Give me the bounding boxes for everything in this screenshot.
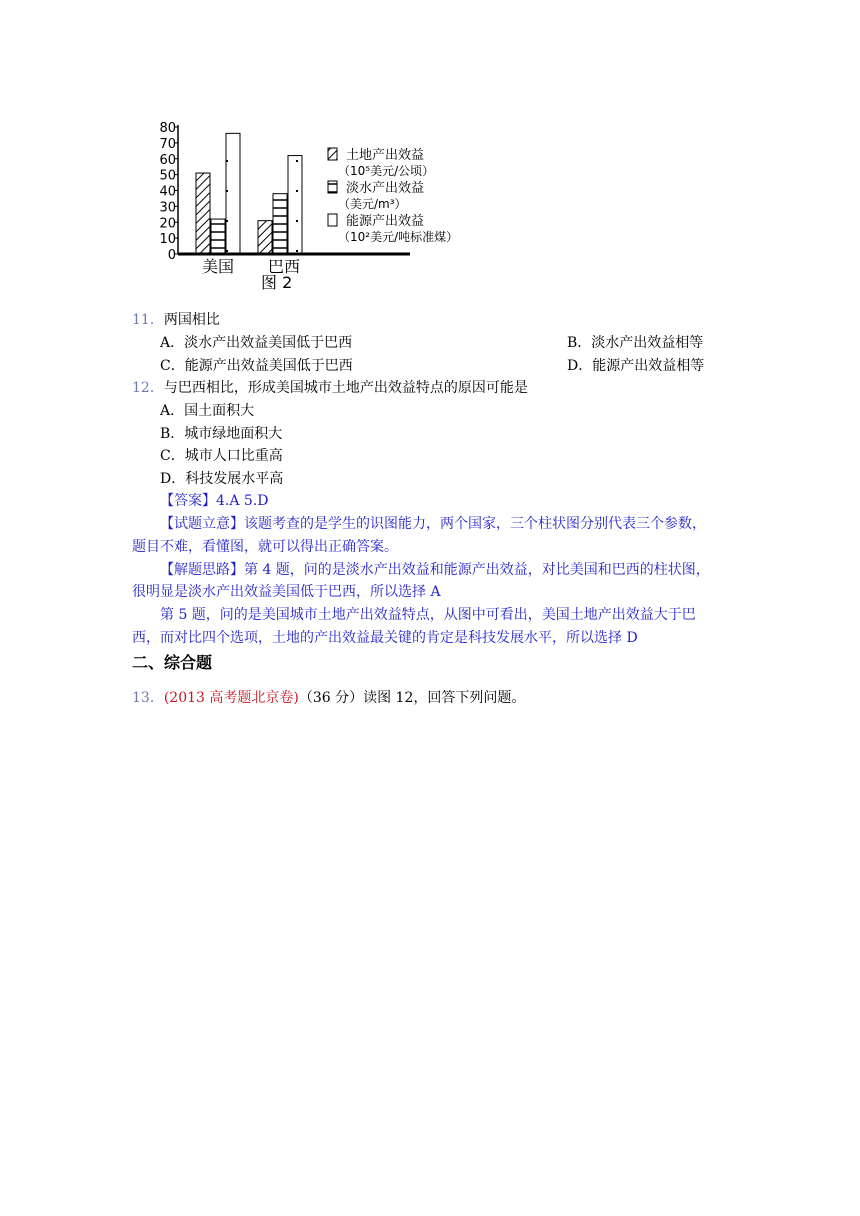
bar — [196, 173, 210, 254]
answer-label: 【答案】 — [160, 493, 216, 509]
bar — [273, 194, 287, 254]
legend-swatch — [328, 148, 337, 160]
intent-label: 【试题立意】 — [160, 516, 244, 532]
approach-label: 【解题思路】 — [160, 562, 244, 578]
q11-option-c: C．能源产出效益美国低于巴西 — [160, 358, 353, 374]
approach-line-1 — [160, 560, 710, 580]
section-title: 二、综合题 — [132, 653, 213, 672]
q12-option-d: D．科技发展水平高 — [160, 471, 284, 487]
y-tick-label: 30 — [159, 200, 176, 216]
bar — [226, 133, 240, 254]
q11-stem — [132, 310, 220, 330]
q13-number: 13． — [132, 690, 164, 706]
intent-line-2: 题目不难，看懂图，就可以得出正确答案。 — [132, 539, 398, 555]
y-tick-label: 10 — [159, 232, 176, 248]
bar — [258, 221, 272, 254]
approach-line-2: 很明显是淡水产出效益美国低于巴西，所以选择 A — [132, 584, 441, 600]
legend-unit: （10⁵美元/公顷） — [338, 164, 435, 178]
answer-line — [160, 491, 269, 511]
legend-swatch — [328, 214, 337, 226]
bar-chart — [150, 116, 480, 294]
q12-option-a: A．国土面积大 — [160, 403, 255, 419]
bar — [288, 156, 302, 254]
legend-swatch — [328, 181, 337, 193]
q12-stem — [132, 378, 528, 398]
category-label: 巴西 — [267, 257, 301, 276]
q12-text: 与巴西相比，形成美国城市土地产出效益特点的原因可能是 — [163, 380, 528, 396]
y-tick-label: 80 — [159, 121, 176, 136]
q12-option-b: B．城市绿地面积大 — [160, 426, 283, 442]
y-tick-label: 0 — [167, 248, 176, 263]
legend-label: 土地产出效益 — [346, 148, 425, 163]
legend-unit: （美元/m³） — [338, 197, 407, 211]
y-tick-label: 40 — [159, 184, 176, 200]
y-tick-label: 20 — [159, 216, 176, 232]
y-tick-label: 60 — [159, 152, 176, 168]
approach-line-4: 西，而对比四个选项，土地的产出效益最关键的肯定是科技发展水平，所以选择 D — [132, 630, 638, 646]
y-tick-label: 50 — [159, 168, 176, 184]
q13-source: (2013 高考题北京卷) — [163, 690, 299, 706]
q11-number: 11． — [132, 312, 164, 328]
legend-label: 淡水产出效益 — [346, 181, 425, 196]
y-tick-label: 70 — [159, 136, 176, 152]
legend-unit: （10²美元/吨标准煤） — [338, 230, 459, 244]
q11-text: 两国相比 — [163, 312, 220, 328]
legend — [328, 147, 458, 244]
bar — [211, 219, 225, 254]
q12-option-c: C．城市人口比重高 — [160, 448, 283, 464]
approach-text-1: 第 4 题，问的是淡水产出效益和能源产出效益，对比美国和巴西的柱状图， — [244, 562, 710, 578]
category-label: 美国 — [201, 257, 235, 276]
q13-text: （36 分）读图 12，回答下列问题。 — [298, 690, 526, 706]
legend-label: 能源产出效益 — [346, 214, 425, 229]
chart-caption: 图 2 — [261, 273, 293, 292]
q13-stem — [132, 688, 525, 708]
q12-number: 12． — [132, 380, 164, 396]
q11-option-d: D．能源产出效益相等 — [567, 358, 705, 374]
bars — [196, 133, 302, 254]
intent-line-1 — [160, 514, 706, 534]
q11-option-a: A．淡水产出效益美国低于巴西 — [160, 335, 353, 351]
q11-option-b: B．淡水产出效益相等 — [567, 335, 704, 351]
answer-text: 4.A 5.D — [216, 493, 269, 509]
intent-text-1: 该题考查的是学生的识图能力，两个国家，三个柱状图分别代表三个参数， — [244, 516, 706, 532]
approach-line-3: 第 5 题，问的是美国城市土地产出效益特点，从图中可看出，美国土地产出效益大于巴 — [160, 607, 696, 623]
